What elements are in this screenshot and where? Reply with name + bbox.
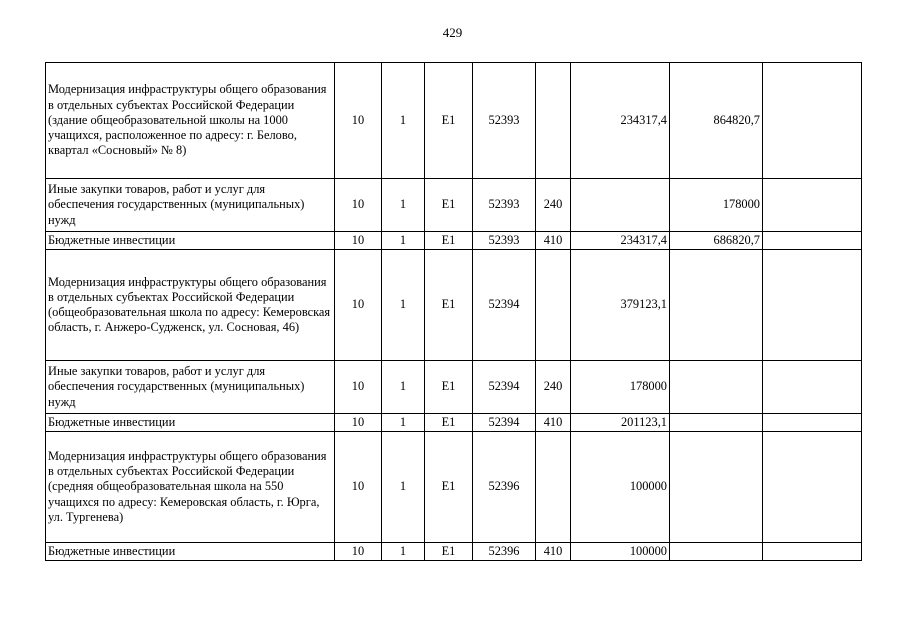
program-code: E1 bbox=[425, 414, 473, 432]
amount-3 bbox=[763, 232, 862, 250]
row-name: Бюджетные инвестиции bbox=[46, 414, 335, 432]
direction-code: 52396 bbox=[473, 432, 536, 543]
program-code: E1 bbox=[425, 250, 473, 361]
budget-table bbox=[45, 62, 862, 561]
amount-2: 864820,7 bbox=[670, 63, 763, 179]
section-code: 10 bbox=[335, 250, 382, 361]
program-code: E1 bbox=[425, 543, 473, 561]
program-code: E1 bbox=[425, 232, 473, 250]
amount-1: 178000 bbox=[571, 361, 670, 414]
row-name: Иные закупки товаров, работ и услуг для обеспечения государственных (муниципальных) нужд bbox=[46, 179, 335, 232]
table-row bbox=[46, 432, 862, 543]
amount-2 bbox=[670, 414, 763, 432]
amount-2: 686820,7 bbox=[670, 232, 763, 250]
amount-3 bbox=[763, 414, 862, 432]
program-code: E1 bbox=[425, 63, 473, 179]
amount-3 bbox=[763, 543, 862, 561]
subsection-code: 1 bbox=[382, 63, 425, 179]
subsection-code: 1 bbox=[382, 432, 425, 543]
section-code: 10 bbox=[335, 63, 382, 179]
subsection-code: 1 bbox=[382, 361, 425, 414]
expense-type-code: 240 bbox=[536, 179, 571, 232]
amount-1: 379123,1 bbox=[571, 250, 670, 361]
table-row bbox=[46, 179, 862, 232]
program-code: E1 bbox=[425, 361, 473, 414]
section-code: 10 bbox=[335, 414, 382, 432]
direction-code: 52393 bbox=[473, 63, 536, 179]
amount-2 bbox=[670, 250, 763, 361]
direction-code: 52393 bbox=[473, 232, 536, 250]
expense-type-code: 410 bbox=[536, 414, 571, 432]
expense-type-code: 240 bbox=[536, 361, 571, 414]
table-row bbox=[46, 414, 862, 432]
direction-code: 52396 bbox=[473, 543, 536, 561]
expense-type-code bbox=[536, 432, 571, 543]
section-code: 10 bbox=[335, 543, 382, 561]
subsection-code: 1 bbox=[382, 543, 425, 561]
section-code: 10 bbox=[335, 432, 382, 543]
expense-type-code: 410 bbox=[536, 232, 571, 250]
amount-3 bbox=[763, 63, 862, 179]
amount-2: 178000 bbox=[670, 179, 763, 232]
table-row bbox=[46, 543, 862, 561]
amount-1 bbox=[571, 179, 670, 232]
row-name: Модернизация инфраструктуры общего образования в отдельных субъектах Российской Федерации (средняя общеобразовательная школа на 550 учащихся по адресу: Кемеровская область, г. Юрга, ул. Тургенева) bbox=[46, 432, 335, 543]
direction-code: 52394 bbox=[473, 361, 536, 414]
table-row bbox=[46, 361, 862, 414]
expense-type-code bbox=[536, 250, 571, 361]
table-row bbox=[46, 232, 862, 250]
section-code: 10 bbox=[335, 179, 382, 232]
direction-code: 52394 bbox=[473, 414, 536, 432]
amount-2 bbox=[670, 543, 763, 561]
amount-1: 100000 bbox=[571, 432, 670, 543]
amount-2 bbox=[670, 361, 763, 414]
row-name: Бюджетные инвестиции bbox=[46, 232, 335, 250]
subsection-code: 1 bbox=[382, 250, 425, 361]
program-code: E1 bbox=[425, 179, 473, 232]
amount-3 bbox=[763, 432, 862, 543]
amount-1: 201123,1 bbox=[571, 414, 670, 432]
table-row bbox=[46, 250, 862, 361]
amount-3 bbox=[763, 250, 862, 361]
amount-1: 234317,4 bbox=[571, 232, 670, 250]
subsection-code: 1 bbox=[382, 414, 425, 432]
amount-2 bbox=[670, 432, 763, 543]
row-name: Модернизация инфраструктуры общего образования в отдельных субъектах Российской Федерации (общеобразовательная школа по адресу: Кемеровская область, г. Анжеро-Судженск, ул. Сосновая, 46) bbox=[46, 250, 335, 361]
program-code: E1 bbox=[425, 432, 473, 543]
amount-3 bbox=[763, 179, 862, 232]
amount-3 bbox=[763, 361, 862, 414]
subsection-code: 1 bbox=[382, 179, 425, 232]
section-code: 10 bbox=[335, 361, 382, 414]
direction-code: 52394 bbox=[473, 250, 536, 361]
row-name: Иные закупки товаров, работ и услуг для обеспечения государственных (муниципальных) нужд bbox=[46, 361, 335, 414]
amount-1: 234317,4 bbox=[571, 63, 670, 179]
page-number: 429 bbox=[442, 25, 463, 40]
table-row bbox=[46, 63, 862, 179]
amount-1: 100000 bbox=[571, 543, 670, 561]
direction-code: 52393 bbox=[473, 179, 536, 232]
expense-type-code bbox=[536, 63, 571, 179]
subsection-code: 1 bbox=[382, 232, 425, 250]
section-code: 10 bbox=[335, 232, 382, 250]
row-name: Модернизация инфраструктуры общего образования в отдельных субъектах Российской Федерации (здание общеобразовательной школы на 1000 учащихся, расположенное по адресу: г. Белово, квартал «Сосновый» № 8) bbox=[46, 63, 335, 179]
expense-type-code: 410 bbox=[536, 543, 571, 561]
row-name: Бюджетные инвестиции bbox=[46, 543, 335, 561]
